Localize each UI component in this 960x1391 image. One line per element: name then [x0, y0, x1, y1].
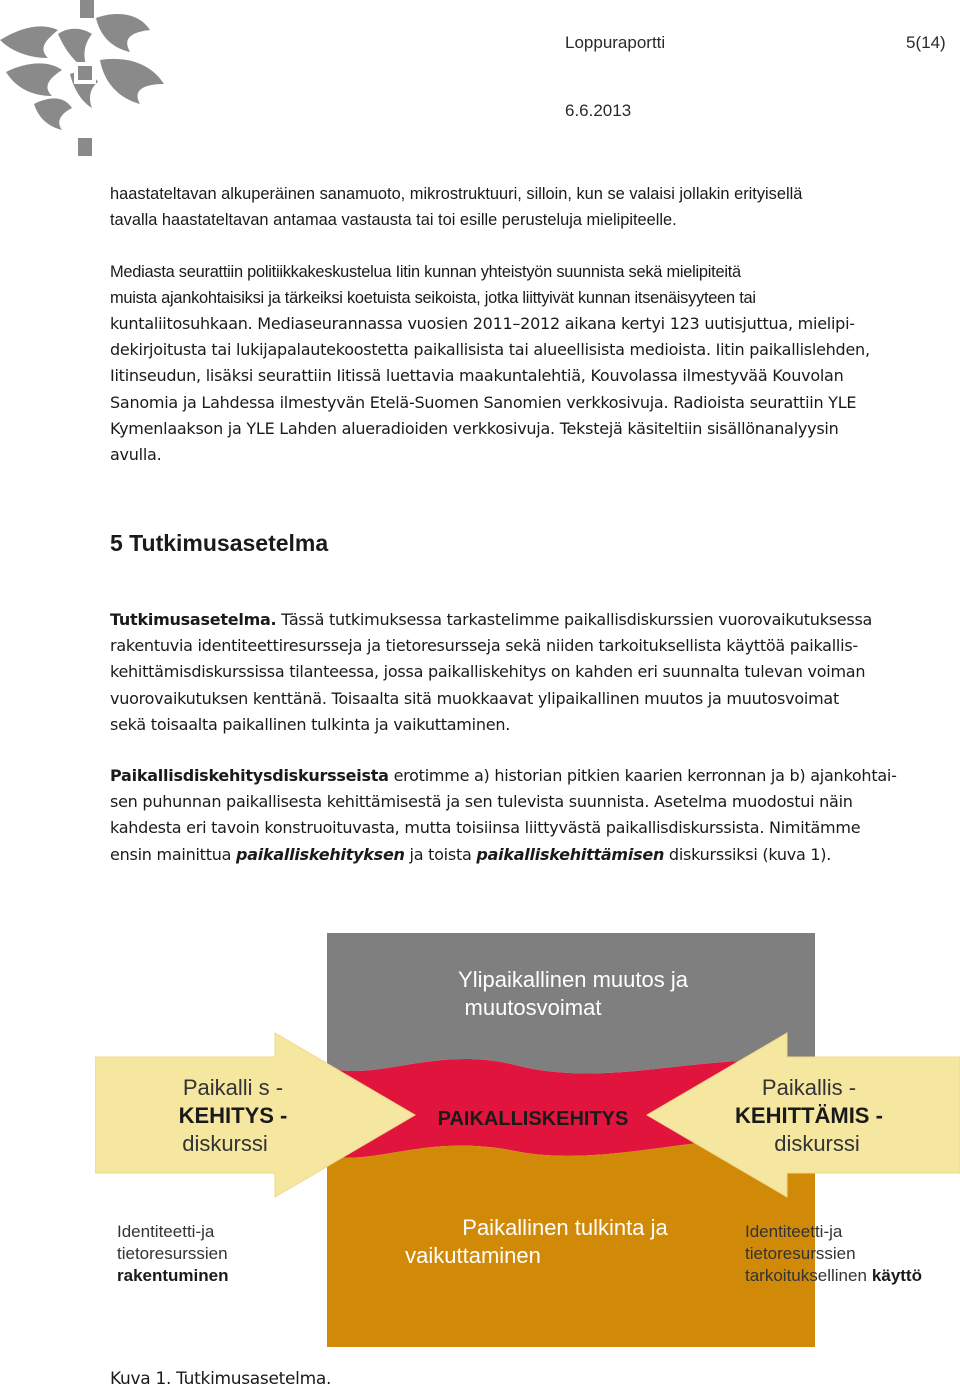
paragraph-line: rakentuvia identiteettiresursseja ja tietoresursseja sekä niiden tarkoituksellista käyttöä paikallis-: [110, 636, 858, 656]
research-setting-diagram: [95, 915, 960, 1355]
right-note: [745, 1266, 922, 1285]
paragraph-line: avulla.: [110, 445, 162, 465]
center-band-label: PAIKALLISKEHITYS: [437, 1108, 629, 1130]
emphasis-term: paikalliskehittämisen: [476, 844, 665, 864]
paragraph-local-discourses: [110, 763, 958, 868]
top-box-label: Ylipaikallinen muutos ja: [458, 967, 688, 992]
paragraph-text: Tässä tutkimuksessa tarkastelimme paikallisdiskurssien vuorovaikutuksessa: [276, 610, 873, 629]
report-title: Loppuraportti: [565, 33, 666, 52]
left-note: tietoresurssien: [117, 1244, 228, 1263]
paragraph-line: [110, 842, 958, 868]
university-logo: [0, 0, 170, 160]
paragraph-text: diskurssiksi (kuva 1).: [664, 844, 832, 864]
paragraph-line: tavalla haastateltavan antamaa vastausta tai toi esille perusteluja mielipiteelle.: [110, 211, 677, 229]
paragraph-line: dekirjoitusta tai lukijapalautekoostetta paikallisista tai alueellisista medioista. Iitin paikallislehden,: [110, 340, 870, 360]
right-arrow-label: KEHITTÄMIS -: [735, 1103, 883, 1128]
paragraph-line: Iitinseudun, lisäksi seurattiin Iitissä luettavia maakuntalehtiä, Kouvolassa ilmestyvää Kouvolan: [110, 366, 844, 386]
paragraph-line: haastateltavan alkuperäinen sanamuoto, mikrostruktuuri, silloin, kun se valaisi jollakin erityisellä: [110, 185, 803, 203]
left-arrow-label: diskurssi: [182, 1131, 268, 1156]
paragraph-line: kehittämisdiskurssissa tilanteessa, jossa paikalliskehitys on kahden eri suunnalta tulevan voiman: [110, 662, 866, 682]
page-number: 5(14): [906, 33, 946, 52]
section-heading: 5 Tutkimusasetelma: [110, 530, 329, 556]
paragraph-text: erotimme a) historian pitkien kaarien kerronnan ja b) ajankohtai-: [388, 766, 897, 785]
right-arrow-label: Paikallis -: [761, 1075, 857, 1100]
bottom-box-label: vaikuttaminen: [405, 1243, 541, 1268]
paragraph-lead: Tutkimusasetelma.: [110, 610, 277, 629]
right-arrow-label: diskurssi: [774, 1131, 860, 1156]
paragraph-line: Sanomia ja Lahdessa ilmestyvän Etelä-Suomen Sanomien verkkosivuja. Radioista seurattiin YLE: [110, 392, 857, 412]
report-date: 6.6.2013: [565, 101, 632, 120]
paragraph-line: Kymenlaakson ja YLE Lahden alueradioiden verkkosivuja. Tekstejä käsiteltiin sisällönanalyysin: [110, 418, 839, 438]
paragraph-line: sekä toisaalta paikallinen tulkinta ja vaikuttaminen.: [110, 714, 511, 734]
paragraph-research-setting: [110, 607, 958, 738]
paragraph-line: [110, 763, 958, 789]
figure-caption: Kuva 1. Tutkimusasetelma.: [110, 1369, 332, 1389]
right-note: tietoresurssien: [745, 1244, 856, 1263]
bottom-box-label: Paikallinen tulkinta ja: [462, 1215, 668, 1240]
left-note: Identiteetti-ja: [117, 1222, 215, 1241]
paragraph-line: [110, 607, 958, 633]
paragraph-lead: Paikallisdiskehitysdiskursseista: [110, 766, 389, 785]
emphasis-term: paikalliskehityksen: [236, 844, 405, 864]
right-note-emphasis: käyttö: [871, 1266, 922, 1285]
paragraph-line: muista ajankohtaisiksi ja tärkeiksi koetuista seikoista, jotka liittyivät kunnan itsenäisyyteen tai: [110, 289, 756, 307]
top-box-label: muutosvoimat: [464, 995, 602, 1020]
left-arrow-label: KEHITYS -: [178, 1103, 288, 1128]
paragraph-media: [110, 259, 958, 468]
paragraph-text: ja toista: [404, 844, 477, 864]
paragraph-text: ensin mainittua: [110, 844, 236, 864]
right-note-text: tarkoituksellinen: [745, 1266, 867, 1285]
paragraph-interview: [110, 181, 958, 233]
paragraph-line: kuntaliitosuhkaan. Mediaseurannassa vuosien 2011–2012 aikana kertyi 123 uutisjuttua, mielipi-: [110, 314, 855, 333]
left-note: rakentuminen: [117, 1266, 229, 1285]
paragraph-line: kahdesta eri tavoin konstruoituvasta, mutta toisiinsa liittyvästä paikallisdiskurssista. Nimitämme: [110, 818, 861, 838]
paragraph-line: sen puhunnan paikallisesta kehittämisestä ja sen tulevista suunnista. Asetelma muodostui näin: [110, 792, 853, 812]
right-note: Identiteetti-ja: [745, 1222, 843, 1241]
paragraph-line: Mediasta seurattiin politiikkakeskustelua Iitin kunnan yhteistyön suunnista sekä mielipiteitä: [110, 263, 741, 281]
paragraph-line: vuorovaikutuksen kenttänä. Toisaalta sitä muokkaavat ylipaikallinen muutos ja muutosvoimat: [110, 688, 839, 708]
left-arrow-label: Paikalli s -: [182, 1075, 284, 1100]
